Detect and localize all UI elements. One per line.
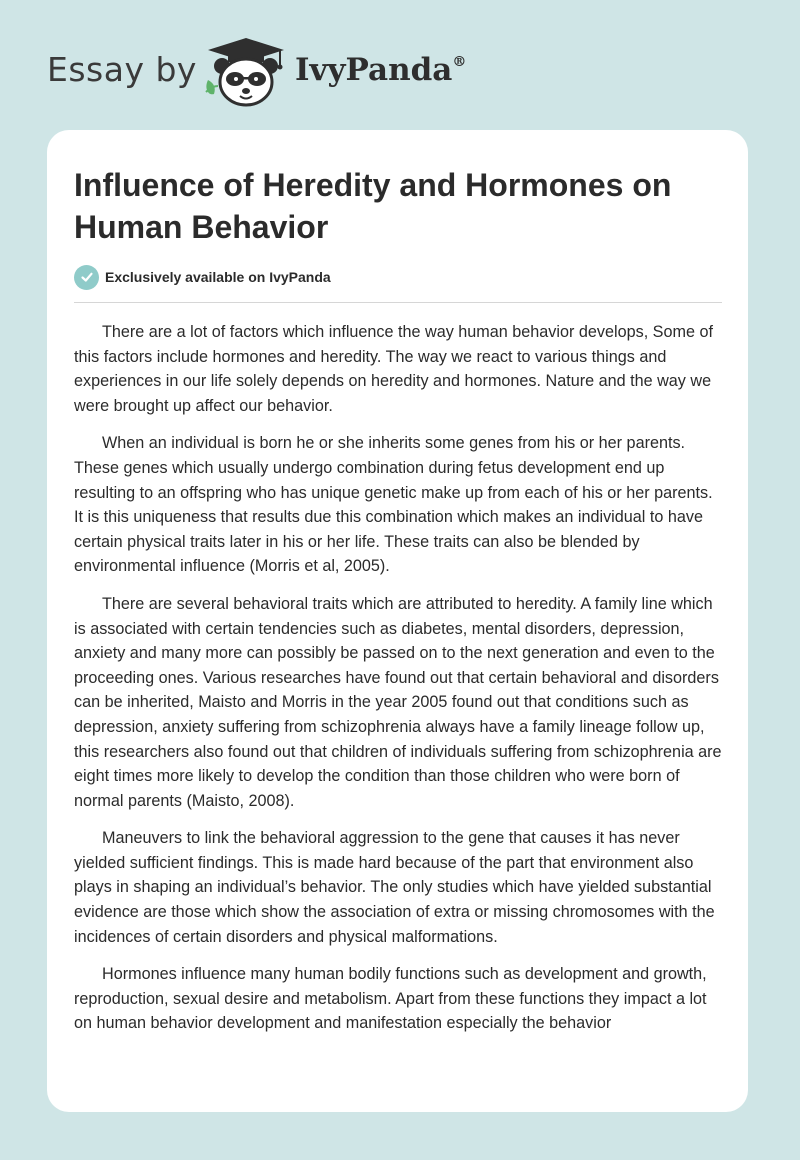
paragraph: There are several behavioral traits which are attributed to heredity. A family line which is associated with certain tendencies such as diabetes, mental disorders, depression, anxiety and many more can possibly be passed on to the next generation and even to the proceeding ones. Various researches have found out that certain behavioral and disorders can be inherited, Maisto and Morris in the year 2005 found out that conditions such as depression, anxiety suffering from schizophrenia always have a family lineage follow up, this researchers also found out that children of individuals suffering from schizophrenia are eight times more likely to develop the condition than those children who were born of normal parents (Maisto, 2008). — [74, 594, 722, 810]
paragraph: There are a lot of factors which influence the way human behavior develops, Some of this factors include hormones and heredity. The way we react to various things and experiences in our life solely depends on heredity and hormones. Nature and the way we were brought up affect our behavior. — [74, 323, 713, 415]
essay-card — [47, 130, 748, 1112]
registered-mark: ® — [452, 54, 467, 70]
brand-name[interactable] — [295, 52, 466, 88]
site-header — [0, 0, 800, 130]
brand-text: IvyPanda — [295, 52, 453, 88]
page-title: Influence of Heredity and Hormones on Human Behavior — [74, 167, 672, 245]
divider — [74, 302, 722, 303]
exclusive-badge — [74, 264, 331, 290]
paragraph: Hormones influence many human bodily functions such as development and growth, reproduction, sexual desire and metabolism. Apart from these functions they impact a lot on human behavior development and manifestation especially the behavior — [74, 965, 707, 1033]
panda-logo-icon[interactable] — [200, 36, 292, 108]
essay-by-label: Essay by — [47, 50, 197, 89]
paragraph: Maneuvers to link the behavioral aggression to the gene that causes it has never yielded sufficient findings. This is made hard because of the part that environment also plays in shaping an individual’s behavior. The only studies which have yielded substantial evidence are those which show the association of extra or missing chromosomes with the incidences of certain disorders and physical malformations. — [74, 829, 715, 946]
check-circle-icon — [74, 265, 99, 290]
paragraph: When an individual is born he or she inherits some genes from his or her parents. These genes which usually undergo combination during fetus development end up resulting to an offspring who has unique genetic make up from each of his or her parents. It is this uniqueness that results due this combination which makes an individual to have certain physical traits later in his or her life. These traits can also be blended by environmental influence (Morris et al, 2005). — [74, 434, 713, 576]
essay-body — [74, 320, 724, 1049]
badge-label: Exclusively available on IvyPanda — [105, 269, 331, 285]
